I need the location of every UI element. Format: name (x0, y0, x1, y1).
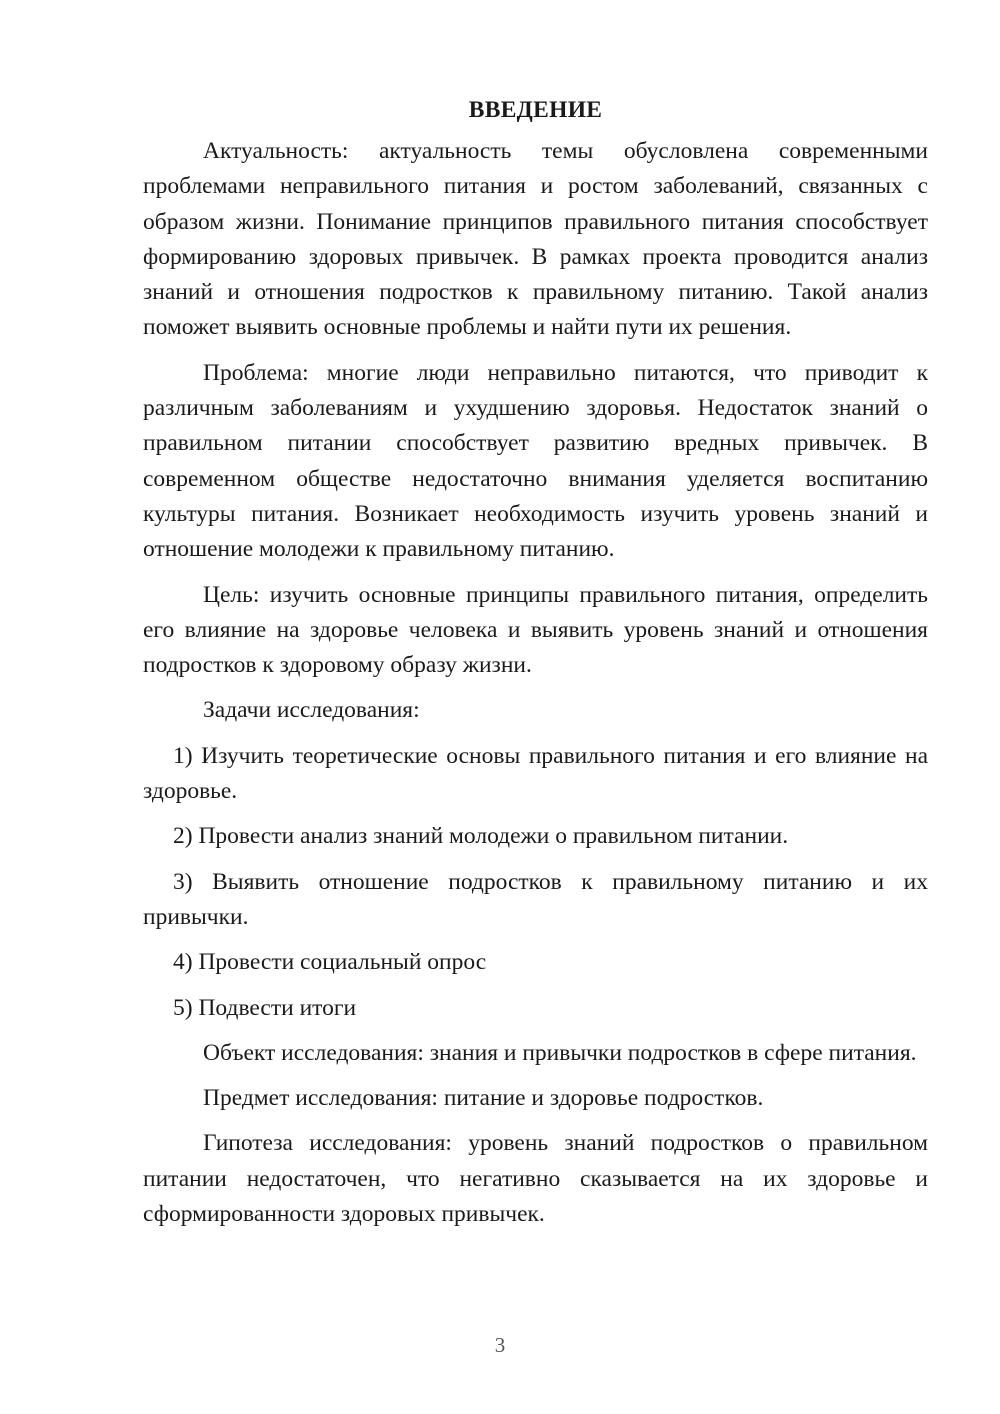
task-item-3: 3) Выявить отношение подростков к правильному питанию и их привычки. (143, 868, 928, 930)
hypothesis-paragraph: Гипотеза исследования: уровень знаний подростков о правильном питании недостаточен, что негативно сказывается на их здоровье и сформированности здоровых привычек. (143, 1130, 928, 1228)
tasks-heading: Задачи исследования: (203, 697, 420, 724)
goal-paragraph: Цель: изучить основные принципы правильного питания, определить его влияние на здоровье человека и выявить уровень знаний и отношения подростков к здоровому образу жизни. (143, 581, 928, 679)
task-item-4: 4) Провести социальный опрос (173, 949, 487, 976)
problem-paragraph: Проблема: многие люди неправильно питаются, что приводит к различным заболеваниям и ухудшению здоровья. Недостаток знаний о правильном питании способствует развитию вредных привычек. В современном обществе недостаточно внимания уделяется воспитанию культуры питания. Возникает необходимость изучить уровень знаний и отношение молодежи к правильному питанию. (143, 359, 928, 563)
document-page (143, 95, 928, 1242)
object-paragraph: Объект исследования: знания и привычки подростков в сфере питания. (203, 1039, 917, 1066)
task-item-2: 2) Провести анализ знаний молодежи о правильном питании. (173, 823, 789, 850)
relevance-paragraph: Актуальность: актуальность темы обусловлена современными проблемами неправильного питания и ростом заболеваний, связанных с образом жизни. Понимание принципов правильного питания способствует формированию здоровых привычек. В рамках проекта проводится анализ знаний и отношения подростков к правильному питанию. Такой анализ поможет выявить основные проблемы и найти пути их решения. (143, 138, 928, 341)
page-number: 3 (494, 1333, 506, 1357)
subject-paragraph: Предмет исследования: питание и здоровье подростков. (203, 1085, 764, 1112)
task-item-5: 5) Подвести итоги (173, 994, 357, 1021)
page-title: ВВЕДЕНИЕ (468, 97, 603, 123)
task-item-1: 1) Изучить теоретические основы правильного питания и его влияние на здоровье. (143, 742, 928, 805)
